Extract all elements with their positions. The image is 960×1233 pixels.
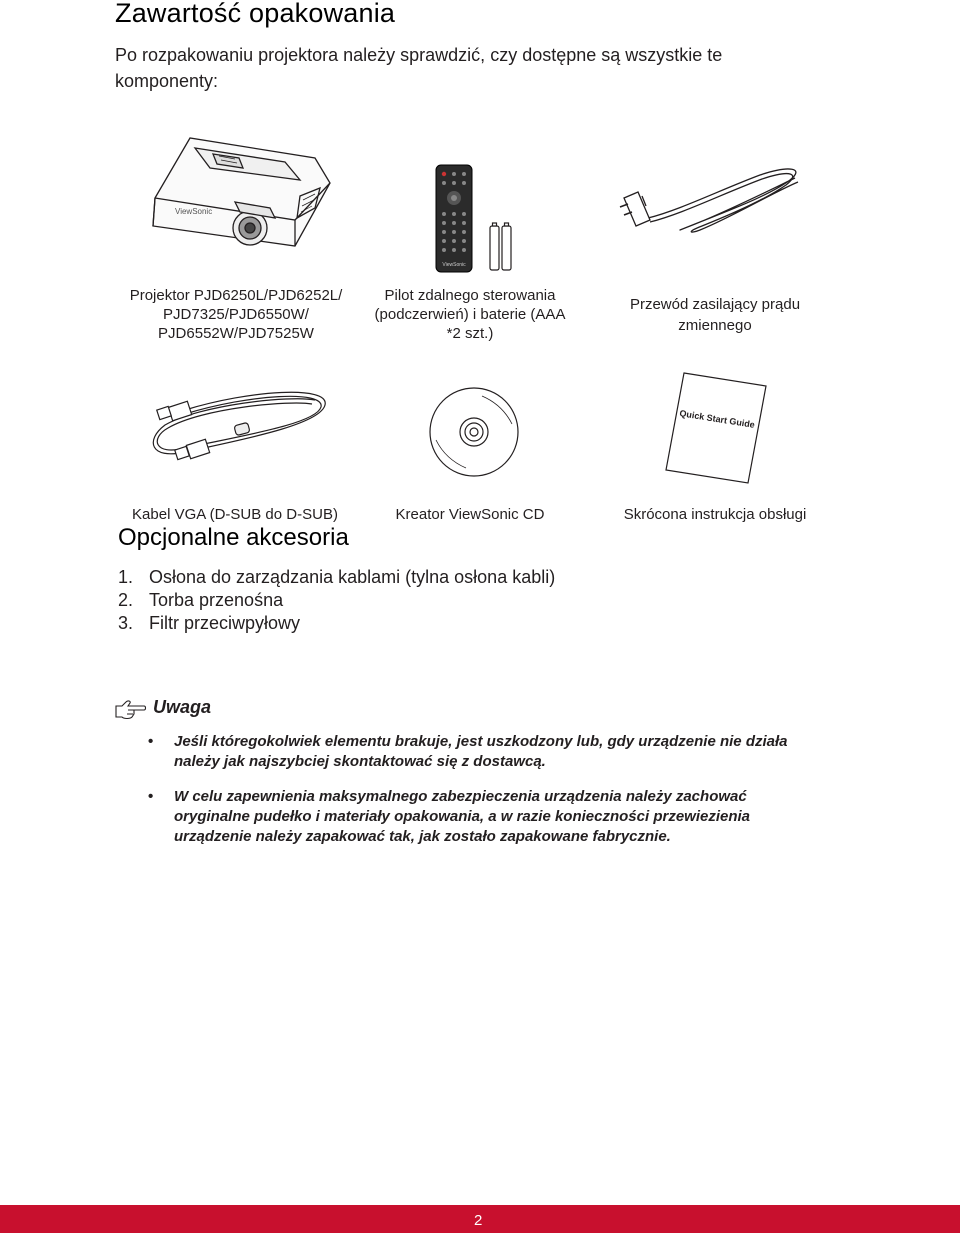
note-bullet-1: • Jeśli któregokolwiek elementu brakuje, jest uszkodzony lub, gdy urządzenie nie działa należy jak najszybciej skontaktować się z dostawcą. [148, 733, 788, 770]
caption-remote: Pilot zdalnego sterowania (podczerwień) i baterie (AAA *2 szt.) [374, 287, 566, 342]
projector-icon [135, 128, 335, 253]
quick-start-guide-icon [662, 370, 772, 485]
cd-icon [426, 384, 522, 480]
page-number: 2 [474, 1212, 483, 1229]
caption-projector: Projektor PJD6250L/PJD6252L/ PJD7325/PJD6550W/ PJD6552W/PJD7525W [129, 287, 343, 342]
optional-list [118, 566, 555, 635]
page-footer [0, 1205, 960, 1233]
note-title: Uwaga [153, 697, 212, 717]
pointing-hand-icon [114, 700, 146, 720]
power-cord-icon [620, 160, 810, 250]
list-item: 1. Osłona do zarządzania kablami (tylna osłona kabli) [118, 567, 556, 587]
projector-brand-label: ViewSonic [175, 207, 213, 216]
list-item: 2. Torba przenośna [118, 590, 284, 610]
list-item: 3. Filtr przeciwpyłowy [118, 613, 301, 633]
vga-cable-icon [140, 380, 340, 470]
caption-cd: Kreator ViewSonic CD [395, 506, 545, 523]
intro-text: Po rozpakowaniu projektora należy sprawdzić, czy dostępne są wszystkie te komponenty: [115, 45, 723, 91]
optional-heading: Opcjonalne akcesoria [118, 524, 349, 551]
caption-power-cord: Przewód zasilający prądu zmiennego [629, 296, 801, 334]
caption-vga-cable: Kabel VGA (D-SUB do D-SUB) [132, 506, 338, 523]
page-title: Zawartość opakowania [115, 0, 396, 28]
remote-brand-label: ViewSonic [442, 262, 466, 268]
remote-control-icon [430, 162, 530, 277]
caption-quick-start-guide: Skrócona instrukcja obsługi [623, 506, 807, 523]
batteries-icon [490, 223, 511, 270]
guide-title-label: Quick Start Guide [678, 408, 756, 430]
note-bullet-2: • W celu zapewnienia maksymalnego zabezpieczenia urządzenia należy zachować oryginalne pudełko i materiały opakowania, a w razie konieczności przewiezienia urządzenie należy zapakować tak, jak zostało zapakowane fabrycznie. [148, 788, 751, 845]
